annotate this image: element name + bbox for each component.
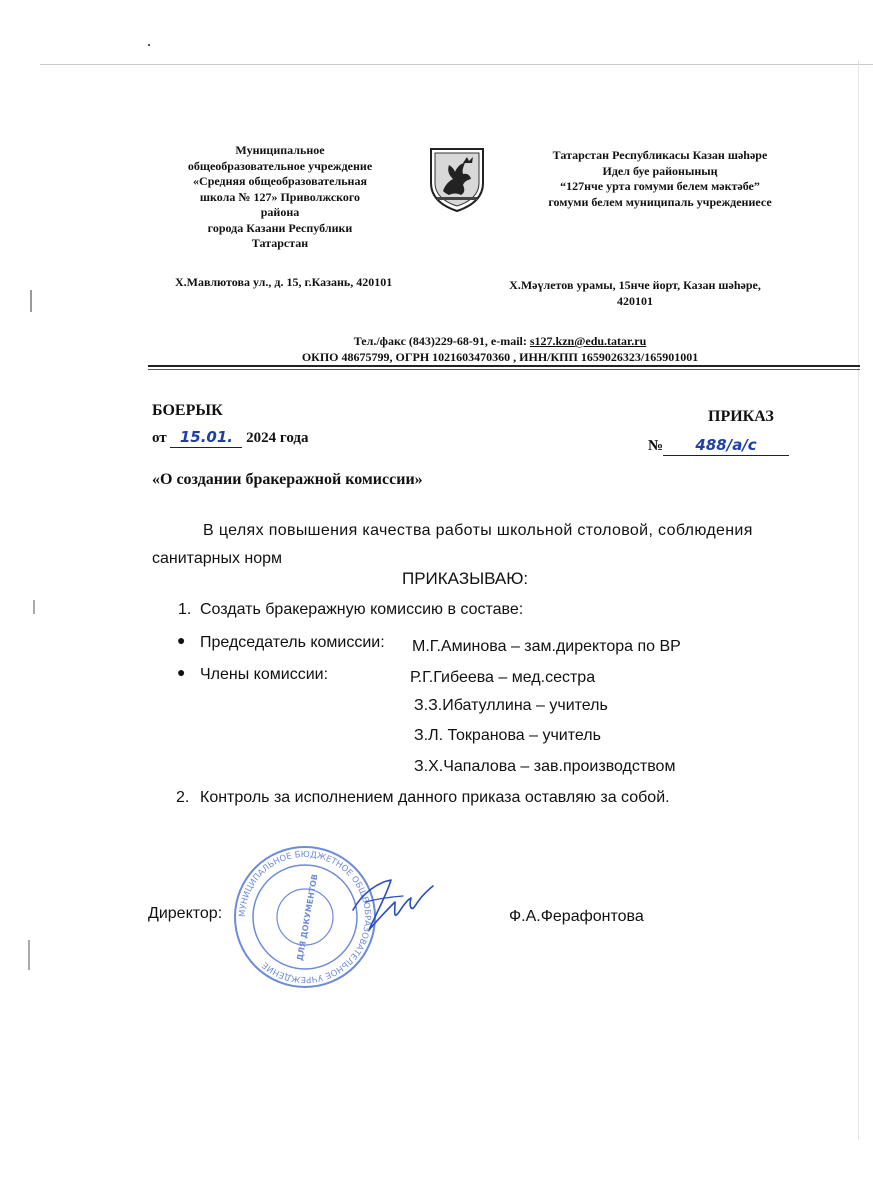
scan-speck (33, 600, 35, 614)
signature-role: Директор: (148, 905, 223, 922)
contacts-line1 (150, 334, 850, 350)
chair-value: М.Г.Аминова – зам.директора по ВР (412, 638, 681, 655)
order-date (152, 428, 309, 448)
bullet-icon: ● (177, 632, 186, 648)
item-1-number: 1. (178, 601, 192, 618)
member-3: З.Л. Токранова – учитель (414, 727, 601, 744)
order-directive-heading: ПРИКАЗЫВАЮ: (402, 569, 529, 588)
bullet-icon: ● (177, 664, 186, 680)
header-rule-thin (148, 369, 860, 370)
header-left-address: Х.Мавлютова ул., д. 15, г.Казань, 420101 (175, 275, 393, 289)
number-field (663, 436, 789, 456)
header-left-line: Муниципальное (235, 143, 325, 157)
signature-name: Ф.А.Ферафонтова (509, 908, 644, 925)
header-left-line: «Средняя общеобразовательная (193, 174, 367, 188)
item-2-text: Контроль за исполнением данного приказа оставляю за собой. (200, 789, 670, 806)
email-link[interactable]: s127.kzn@edu.tatar.ru (529, 334, 647, 348)
item-2-number: 2. (176, 789, 190, 806)
intro-line-1: В целях повышения качества работы школьной столовой, соблюдения (203, 522, 753, 539)
scan-speck (30, 290, 32, 312)
members-label: Члены комиссии: (200, 666, 329, 683)
date-prefix: от (152, 430, 167, 446)
member-4: З.Х.Чапалова – зав.производством (414, 758, 676, 775)
header-left-line: района (260, 205, 300, 219)
date-handwritten: 15.01. (179, 428, 233, 446)
item-1-text: Создать бракеражную комиссию в составе: (200, 601, 524, 618)
header-left-org (160, 143, 400, 252)
number-handwritten: 488/а/с (695, 436, 757, 454)
contacts-line2: ОКПО 48675799, ОГРН 1021603470360 , ИНН/КПП 1659026323/165901001 (301, 349, 699, 364)
header-left-line: города Казани Республики (207, 220, 353, 235)
scan-top-edge (40, 64, 873, 65)
stamp-ring-text: МУНИЦИПАЛЬНОЕ БЮДЖЕТНОЕ ОБЩЕОБРАЗОВАТЕЛЬНОЕ УЧРЕЖДЕНИЕ (237, 849, 373, 985)
stamp-inner-text: ДЛЯ ДОКУМЕНТОВ (295, 873, 320, 962)
header-right-line: Идел буе районының (602, 163, 718, 178)
header-right-line: “127нче урта гомуми белем мәктәбе” (560, 179, 760, 193)
header-left-line: Татарстан (251, 236, 309, 250)
scan-speck (148, 44, 150, 46)
member-2: З.З.Ибатуллина – учитель (414, 697, 608, 714)
order-subject: «О создании бракеражной комиссии» (152, 471, 423, 488)
contacts-phone: Тел./факс (843)229-68-91, e-mail: (353, 334, 530, 348)
kazan-coat-of-arms-icon (427, 145, 487, 213)
date-field (170, 428, 242, 448)
header-right-address-line2: 420101 (617, 293, 653, 308)
director-signature (345, 872, 440, 942)
scan-speck (28, 940, 30, 970)
header-right-address (470, 278, 800, 309)
order-number (648, 436, 789, 456)
header-right-address-line1: Х.Мәүлетов урамы, 15нче йорт, Казан шәһәре, (509, 278, 761, 292)
header-right-line: Татарстан Республикасы Казан шәһәре (552, 148, 768, 162)
order-title-tatar: БОЕРЫК (152, 402, 223, 419)
scan-right-edge (858, 60, 859, 1140)
contacts-block (150, 334, 850, 365)
number-prefix: № (648, 438, 664, 454)
order-title-russian: ПРИКАЗ (708, 408, 774, 425)
date-suffix: 2024 года (246, 430, 309, 446)
header-right-org (505, 148, 815, 210)
intro-line-2: санитарных норм (152, 550, 283, 567)
chair-label: Председатель комиссии: (200, 634, 385, 651)
header-left-line: школа № 127» Приволжского (199, 189, 361, 204)
member-1: Р.Г.Гибеева – мед.сестра (410, 669, 596, 686)
header-right-line: гомуми белем муниципаль учреждениесе (548, 194, 772, 209)
header-rule (148, 365, 860, 367)
header-left-line: общеобразовательное учреждение (187, 158, 373, 173)
